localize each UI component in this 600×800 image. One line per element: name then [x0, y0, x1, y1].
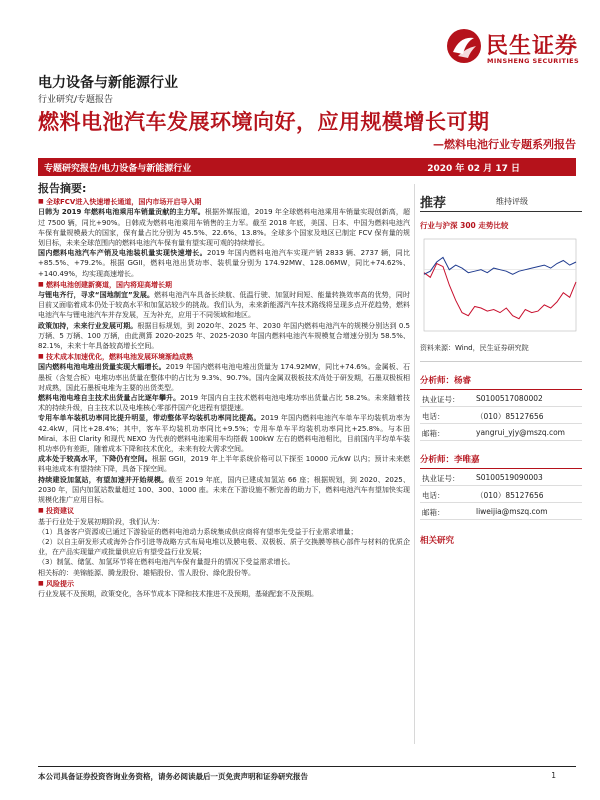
paragraph-text: 根据 GGII，2019 年上半年系统价格可以下探至 10000 元/kW 以内；预计未来燃料电池成本有望持续下降，具备下探空间。 [38, 455, 410, 474]
rating-label: 推荐 [420, 196, 447, 211]
chart-title: 行业与沪深 300 走势比较 [420, 221, 509, 230]
report-type: 行业研究/专题报告 [38, 95, 114, 105]
section-heading: ■ 燃料电池创建新赛道，国内将迎高增长期 [38, 280, 410, 290]
industry-title: 电力设备与新能源行业 [38, 75, 178, 91]
chart-frame [424, 239, 576, 331]
analyst-email-row [420, 424, 582, 441]
paragraph: 相关标的：美锦能源、腾龙股份、雄韬股份、雪人股份、綠化股份等。 [38, 568, 255, 577]
section-heading: ■ 投资建议 [38, 506, 410, 516]
paragraph-text: 根据外媒报道，2019 年全球燃料电池乘用车销量实现创新高，超过 7500 辆，同比+90%。日韩成为燃料电池乘用车销售的主力军。截至 2018 年底，美国、日本、中国为燃料电池汽车保有量规模最大的国家，保有量占比分别为 45.5%、22.6%、13.8%。全球多个国家及地区已制定 FCV 保有量的规划目标，未来全球范围内的燃料电池汽车保有量有望实现可观的持续增长。 [38, 208, 410, 248]
brand-name-en: MINSHENG SECURITIES [487, 57, 580, 65]
paragraph [38, 248, 410, 279]
report-title: 燃料电池汽车发展环境向好，应用规模增长可期 [38, 110, 490, 134]
trend-chart-svg [420, 233, 580, 339]
abstract-title: 报告摘要: [38, 182, 87, 195]
cert-label: 执业证号： [422, 395, 460, 404]
rating-row [420, 184, 582, 212]
banner-category: 专题研究报告/电力设备与新能源行业 [44, 164, 192, 174]
phone-value: （010）85127656 [476, 491, 544, 500]
paragraph-lead: 与锂电齐行，寻求“国地制宜”发展。 [38, 291, 155, 300]
paragraph-text: 2019 年国内自主技术燃料电池电堆功率出货量占比 58.2%。未来随着技术的持续升级，自主技术以及电堆核心零部件国产化进程有望提速。 [38, 394, 410, 413]
analyst-phone-row [420, 407, 582, 424]
paragraph-text: 2019 年国内燃料电池汽车单车平均装机功率为 42.4kW，同比+28.4%；其中，客车平均装机功率同比+9.5%；专用车单车平均装机功率同比+25.8%。与本田 Mirai、本田 Clarity 和现代 NEXO 为代表的燃料电池乘用车均搭载 100kW 左右的燃料电池相比，目前国内平均单车装机功率仍有差距，随着成本下降和技术优化，未来有较大需求空间。 [38, 414, 411, 454]
cert-label: 执业证号： [422, 474, 460, 483]
minsheng-logo-icon [446, 28, 482, 64]
phone-label: 电话： [422, 412, 445, 421]
paragraph-lead: 国内燃料电池电堆出货量实现大幅增长。 [38, 363, 166, 372]
series-line-2 [424, 257, 576, 274]
paragraph [38, 393, 410, 413]
footer-divider [38, 766, 576, 767]
paragraph [38, 290, 410, 321]
paragraph-lead: 持续建设加氢站，有望加速并开始规模。 [38, 475, 169, 484]
phone-label: 电话： [422, 491, 445, 500]
paragraph: 行业发展不及预期，政策变化，各环节成本下降和技术推进不及预期，基础配套不及预期。 [38, 589, 318, 598]
rating-value: 维持评级 [496, 197, 528, 206]
email-label: 邮箱： [422, 429, 445, 438]
paragraph-text: 2019 年国内燃料电池汽车实现产销 2833 辆、2737 辆，同比+85.5%、+79.2%。根据 GGII，燃料电池出货功率、装机量分别为 174.92MW、128.06MW，同比+74.62%、+140.49%，均实现高速增长。 [38, 249, 411, 278]
email-label: 邮箱： [422, 508, 445, 517]
paragraph: （3）制氢、储氢、加氢环节将在燃料电池汽车保有量提升的情况下受益需求增长。 [38, 558, 295, 567]
paragraph [38, 362, 410, 393]
paragraph-lead: 专用车单车装机功率同比提升明显，带动整体平均装机功率同比提高。 [38, 414, 261, 423]
paragraph [38, 475, 410, 506]
email-link[interactable]: liweijia@mszq.com [476, 507, 548, 516]
section-heading: ■ 技术成本加速优化，燃料电池发展环境渐趋成熟 [38, 352, 410, 362]
paragraph-lead: 日韩为 2019 年燃料电池乘用车销量贡献的主力军。 [38, 208, 205, 217]
header-banner [38, 158, 576, 176]
brand-name-cn: 民生证券 [486, 34, 579, 59]
section-heading: ■ 全球FCV进入快速增长通道，国内市场开启导入期 [38, 197, 410, 207]
paragraph-text: 燃料电池汽车具备长续航、低温行驶、加氢时间短、能量转换效率高的优势，同时目前又面临着成本仍处于较高水平和加氢站较少的挑战。我们认为，未来新能源汽车技术路线将呈现多点开花趋势，燃料电池汽车与锂电池汽车并存发展，互为补充，应用于不同领域和地区。 [38, 291, 411, 320]
analyst-phone-row [420, 486, 582, 503]
paragraph-lead: 成本处于较高水平，下降仍有空间。 [38, 455, 152, 464]
paragraph-lead: 国内燃料电池汽车产销及电池装机量实现快速增长。 [38, 249, 208, 258]
cert-value: S0100519090003 [476, 473, 543, 482]
column-divider [414, 184, 415, 744]
paragraph: （2）以自主研发形式或海外合作引进等战略方式布局电堆以及膜电极、双极板、质子交换膜等核心部件与材料的优质企业，在产品实现量产或批量供应后有望受益行业发展； [38, 537, 410, 557]
analyst-email-row [420, 503, 582, 520]
sidebar [420, 184, 582, 546]
paragraph [38, 413, 410, 454]
chart-source: 资料来源：Wind，民生证券研究院 [420, 343, 582, 362]
paragraph-text: 根据目标规划，到 2020年、2025 年、2030 年国内燃料电池汽车的规模分别达到 0.5 万辆、5 万辆、100 万辆，由此测算 2020-2025 年、2025-2030 年国内燃料电池汽车规模复合增速分别为 58.5%、82.1%，未来十年具备较高增长空间。 [38, 321, 411, 351]
paragraph-lead: 政策加持，未来行业发展可期。 [38, 321, 138, 330]
analyst-heading: 分析师：杨睿 [420, 374, 582, 390]
paragraph-text: 2019 年国内燃料电池电堆出货量为 174.92MW，同比+74.6%。金属板、石墨板（含复合板）电堆功率出货量在整体中的占比为 9.3%、90.7%。国内金属双极板技术尚处于研发期，石墨双极板相对成熟，国此石墨板电堆为主要的出货类型。 [38, 363, 410, 392]
banner-date: 2020 年 02 月 17 日 [427, 164, 520, 174]
paragraph [38, 321, 410, 352]
analyst-cert-row [420, 469, 582, 486]
email-link[interactable]: yangrui_yjy@mszq.com [476, 428, 565, 437]
paragraph [38, 207, 410, 248]
footer-disclaimer: 本公司具备证券投资咨询业务资格，请务必阅读最后一页免责声明和证券研究报告 [38, 772, 308, 781]
phone-value: （010）85127656 [476, 412, 544, 421]
abstract-column [38, 184, 410, 599]
report-subtitle: —燃料电池行业专题系列报告 [433, 138, 576, 151]
analyst-cert-row [420, 390, 582, 407]
paragraph [38, 454, 410, 474]
paragraph-lead: 燃料电池电堆自主技术出货量占比逐年攀升。 [38, 394, 181, 403]
paragraph: （1）具备客户资源或已通过下游验证的燃料电池动力系统集成供应商将有望率先受益于行业需求增量； [38, 527, 358, 536]
trend-chart [420, 233, 582, 339]
related-research-heading: 相关研究 [420, 536, 455, 546]
analyst-heading: 分析师：李唯嘉 [420, 453, 582, 469]
series-line-1 [424, 264, 576, 319]
paragraph: 基于行业处于发展初期阶段，我们认为： [38, 517, 164, 526]
page-number: 1 [551, 771, 556, 780]
brand-logo [446, 28, 586, 68]
section-heading: ■ 风险提示 [38, 579, 410, 589]
paragraph-text: 截至 2019 年底，国内已建成加氢站 66 座；根据规划，到 2020、2025、2030 年，国内加氢站数量超过 100、300、1000 座。未来在下游设施不断完善的助力下，燃料电池汽车有望加快实现规模化推广应用目标。 [38, 475, 411, 505]
cert-value: S0100517080002 [476, 394, 543, 403]
